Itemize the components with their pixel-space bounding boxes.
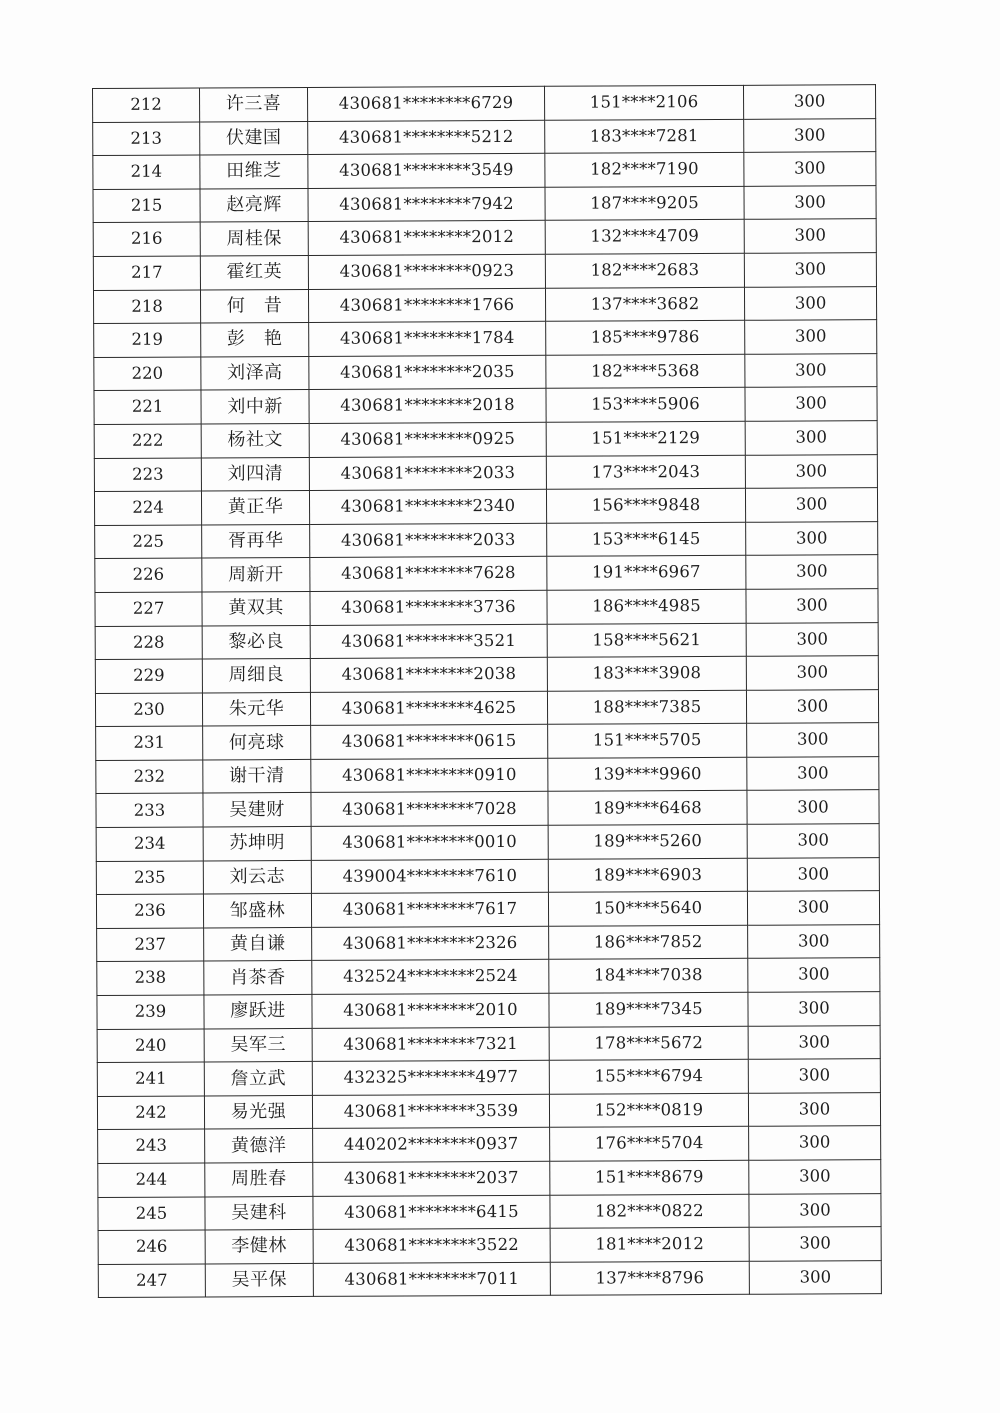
row-number-cell: 241 <box>97 1062 204 1096</box>
person-name-cell: 朱元华 <box>202 692 310 726</box>
id-number-cell: 430681********2326 <box>312 926 549 961</box>
person-name-cell: 黄正华 <box>201 491 309 525</box>
id-number-cell: 430681********2010 <box>312 993 549 1028</box>
person-name-cell: 刘中新 <box>201 390 309 424</box>
person-name-cell: 周胜春 <box>205 1162 313 1196</box>
amount-cell: 300 <box>744 152 876 186</box>
amount-cell: 300 <box>745 353 877 387</box>
id-number-cell: 430681********0615 <box>311 725 548 760</box>
person-name-cell: 周细良 <box>202 659 310 693</box>
table-row <box>95 656 878 693</box>
person-name-cell: 吴建财 <box>203 793 311 827</box>
row-number-cell: 237 <box>97 928 204 962</box>
phone-number-cell: 178****5672 <box>549 1026 748 1061</box>
id-number-cell: 430681********2038 <box>310 657 547 692</box>
table-row <box>93 118 876 155</box>
row-number-cell: 246 <box>98 1230 205 1264</box>
id-number-cell: 439004********7610 <box>311 859 548 894</box>
person-name-cell: 黎必良 <box>202 625 310 659</box>
amount-cell: 300 <box>747 857 879 891</box>
person-name-cell: 许三喜 <box>200 87 308 121</box>
amount-cell: 300 <box>745 320 877 354</box>
phone-number-cell: 151****8679 <box>550 1160 749 1195</box>
row-number-cell: 214 <box>93 155 200 189</box>
row-number-cell: 217 <box>93 256 200 290</box>
table-row <box>97 992 880 1029</box>
person-name-cell: 杨社文 <box>201 423 309 457</box>
person-name-cell: 何亮球 <box>203 726 311 760</box>
person-name-cell: 苏坤明 <box>203 827 311 861</box>
amount-cell: 300 <box>747 723 879 757</box>
id-number-cell: 430681********0910 <box>311 758 548 793</box>
person-name-cell: 吴建科 <box>205 1196 313 1230</box>
phone-number-cell: 183****3908 <box>547 656 746 691</box>
amount-cell: 300 <box>744 118 876 152</box>
person-name-cell: 黄德洋 <box>205 1129 313 1163</box>
amount-cell: 300 <box>744 185 876 219</box>
phone-number-cell: 182****7190 <box>545 153 744 188</box>
id-number-cell: 430681********7321 <box>312 1027 549 1062</box>
row-number-cell: 238 <box>97 961 204 995</box>
table-row <box>96 824 879 861</box>
table-row <box>96 757 879 794</box>
table-row <box>97 958 880 995</box>
id-number-cell: 430681********3522 <box>313 1228 550 1263</box>
table-row <box>95 689 878 726</box>
roster-table <box>92 84 882 1298</box>
amount-cell: 300 <box>744 253 876 287</box>
person-name-cell: 易光强 <box>204 1095 312 1129</box>
amount-cell: 300 <box>747 757 879 791</box>
id-number-cell: 430681********5212 <box>308 120 545 155</box>
table-row <box>93 253 876 290</box>
table-row <box>94 421 877 458</box>
amount-cell: 300 <box>749 1160 881 1194</box>
person-name-cell: 周桂保 <box>200 222 308 256</box>
id-number-cell: 430681********2033 <box>309 456 546 491</box>
row-number-cell: 224 <box>94 491 201 525</box>
row-number-cell: 215 <box>93 189 200 223</box>
table-row <box>94 353 877 390</box>
id-number-cell: 430681********1784 <box>309 321 546 356</box>
amount-cell: 300 <box>744 219 876 253</box>
table-row <box>97 1092 880 1129</box>
amount-cell: 300 <box>748 958 880 992</box>
table-row <box>96 857 879 894</box>
table-row <box>97 1059 880 1096</box>
amount-cell: 300 <box>747 790 879 824</box>
phone-number-cell: 182****2683 <box>545 253 744 288</box>
row-number-cell: 219 <box>94 323 201 357</box>
id-number-cell: 430681********7617 <box>311 893 548 928</box>
amount-cell: 300 <box>747 891 879 925</box>
amount-cell: 300 <box>746 622 878 656</box>
row-number-cell: 226 <box>95 558 202 592</box>
phone-number-cell: 152****0819 <box>549 1093 748 1128</box>
amount-cell: 300 <box>745 454 877 488</box>
table-row <box>95 521 878 558</box>
table-row <box>94 320 877 357</box>
id-number-cell: 430681********2035 <box>309 355 546 390</box>
row-number-cell: 231 <box>96 726 203 760</box>
row-number-cell: 239 <box>97 995 204 1029</box>
person-name-cell: 刘泽高 <box>201 356 309 390</box>
phone-number-cell: 156****9848 <box>546 488 745 523</box>
table-row <box>95 555 878 592</box>
amount-cell: 300 <box>746 555 878 589</box>
amount-cell: 300 <box>746 521 878 555</box>
person-name-cell: 李健林 <box>205 1230 313 1264</box>
amount-cell: 300 <box>748 1092 880 1126</box>
person-name-cell: 刘云志 <box>203 860 311 894</box>
phone-number-cell: 182****0822 <box>550 1194 749 1229</box>
phone-number-cell: 173****2043 <box>546 455 745 490</box>
person-name-cell: 谢干清 <box>203 759 311 793</box>
table-row <box>98 1260 881 1297</box>
amount-cell: 300 <box>743 85 875 119</box>
roster-table-body <box>93 85 882 1298</box>
id-number-cell: 430681********6415 <box>313 1195 550 1230</box>
row-number-cell: 220 <box>94 357 201 391</box>
phone-number-cell: 191****6967 <box>547 556 746 591</box>
person-name-cell: 刘四清 <box>201 457 309 491</box>
person-name-cell: 邹盛林 <box>203 894 311 928</box>
id-number-cell: 430681********2033 <box>310 523 547 558</box>
table-row <box>93 219 876 256</box>
table-row <box>96 790 879 827</box>
row-number-cell: 247 <box>98 1264 205 1298</box>
amount-cell: 300 <box>744 286 876 320</box>
id-number-cell: 430681********2340 <box>309 489 546 524</box>
id-number-cell: 430681********2012 <box>308 221 545 256</box>
amount-cell: 300 <box>748 925 880 959</box>
amount-cell: 300 <box>748 1059 880 1093</box>
table-row <box>98 1126 881 1163</box>
row-number-cell: 222 <box>94 424 201 458</box>
person-name-cell: 何 昔 <box>200 289 308 323</box>
phone-number-cell: 181****2012 <box>550 1227 749 1262</box>
row-number-cell: 221 <box>94 390 201 424</box>
person-name-cell: 肖茶香 <box>204 961 312 995</box>
id-number-cell: 440202********0937 <box>313 1128 550 1163</box>
row-number-cell: 213 <box>93 122 200 156</box>
table-row <box>95 622 878 659</box>
amount-cell: 300 <box>747 824 879 858</box>
id-number-cell: 432325********4977 <box>312 1060 549 1095</box>
row-number-cell: 243 <box>98 1129 205 1163</box>
id-number-cell: 430681********3549 <box>308 153 545 188</box>
id-number-cell: 430681********3539 <box>312 1094 549 1129</box>
person-name-cell: 詹立武 <box>204 1062 312 1096</box>
person-name-cell: 伏建国 <box>200 121 308 155</box>
amount-cell: 300 <box>746 689 878 723</box>
amount-cell: 300 <box>745 488 877 522</box>
row-number-cell: 225 <box>95 525 202 559</box>
amount-cell: 300 <box>746 589 878 623</box>
row-number-cell: 216 <box>93 222 200 256</box>
table-row <box>98 1160 881 1197</box>
amount-cell: 300 <box>749 1227 881 1261</box>
phone-number-cell: 186****4985 <box>547 589 746 624</box>
phone-number-cell: 151****5705 <box>548 724 747 759</box>
amount-cell: 300 <box>749 1126 881 1160</box>
id-number-cell: 430681********7011 <box>313 1262 550 1297</box>
phone-number-cell: 189****5260 <box>548 824 747 859</box>
amount-cell: 300 <box>749 1193 881 1227</box>
phone-number-cell: 151****2106 <box>544 85 743 120</box>
table-row <box>93 152 876 189</box>
table-row <box>94 454 877 491</box>
id-number-cell: 430681********2037 <box>313 1161 550 1196</box>
row-number-cell: 244 <box>98 1163 205 1197</box>
phone-number-cell: 186****7852 <box>549 925 748 960</box>
person-name-cell: 赵亮辉 <box>200 188 308 222</box>
phone-number-cell: 158****5621 <box>547 623 746 658</box>
person-name-cell: 彭 艳 <box>201 323 309 357</box>
table-row <box>98 1227 881 1264</box>
person-name-cell: 吴军三 <box>204 1028 312 1062</box>
row-number-cell: 229 <box>95 659 202 693</box>
table-row <box>96 891 879 928</box>
id-number-cell: 430681********3521 <box>310 624 547 659</box>
row-number-cell: 232 <box>96 760 203 794</box>
phone-number-cell: 189****6903 <box>548 858 747 893</box>
table-row <box>94 387 877 424</box>
table-row <box>93 185 876 222</box>
table-row <box>93 85 876 122</box>
person-name-cell: 霍红英 <box>200 255 308 289</box>
row-number-cell: 212 <box>93 88 200 122</box>
amount-cell: 300 <box>745 421 877 455</box>
amount-cell: 300 <box>746 656 878 690</box>
row-number-cell: 218 <box>93 290 200 324</box>
phone-number-cell: 189****6468 <box>548 791 747 826</box>
id-number-cell: 430681********2018 <box>309 389 546 424</box>
id-number-cell: 430681********4625 <box>310 691 547 726</box>
phone-number-cell: 132****4709 <box>545 220 744 255</box>
phone-number-cell: 176****5704 <box>550 1127 749 1162</box>
row-number-cell: 227 <box>95 592 202 626</box>
phone-number-cell: 153****6145 <box>547 522 746 557</box>
person-name-cell: 田维芝 <box>200 155 308 189</box>
id-number-cell: 430681********7628 <box>310 557 547 592</box>
table-row <box>97 925 880 962</box>
table-row <box>94 488 877 525</box>
row-number-cell: 228 <box>95 625 202 659</box>
table-row <box>96 723 879 760</box>
table-row <box>98 1193 881 1230</box>
phone-number-cell: 137****3682 <box>545 287 744 322</box>
row-number-cell: 240 <box>97 1029 204 1063</box>
row-number-cell: 235 <box>96 861 203 895</box>
person-name-cell: 周新开 <box>202 558 310 592</box>
table-row <box>93 286 876 323</box>
id-number-cell: 430681********7028 <box>311 792 548 827</box>
amount-cell: 300 <box>748 992 880 1026</box>
phone-number-cell: 183****7281 <box>545 119 744 154</box>
phone-number-cell: 187****9205 <box>545 186 744 221</box>
person-name-cell: 黄自谦 <box>204 927 312 961</box>
id-number-cell: 430681********0925 <box>309 422 546 457</box>
table-row <box>95 589 878 626</box>
phone-number-cell: 189****7345 <box>549 992 748 1027</box>
row-number-cell: 242 <box>97 1096 204 1130</box>
phone-number-cell: 188****7385 <box>547 690 746 725</box>
phone-number-cell: 139****9960 <box>548 757 747 792</box>
person-name-cell: 黄双其 <box>202 591 310 625</box>
phone-number-cell: 150****5640 <box>548 892 747 927</box>
person-name-cell: 胥再华 <box>202 524 310 558</box>
phone-number-cell: 184****7038 <box>549 959 748 994</box>
row-number-cell: 236 <box>96 894 203 928</box>
id-number-cell: 430681********6729 <box>307 86 544 121</box>
amount-cell: 300 <box>745 387 877 421</box>
id-number-cell: 430681********0923 <box>308 254 545 289</box>
phone-number-cell: 151****2129 <box>546 421 745 456</box>
amount-cell: 300 <box>748 1025 880 1059</box>
phone-number-cell: 155****6794 <box>549 1060 748 1095</box>
id-number-cell: 430681********1766 <box>308 288 545 323</box>
row-number-cell: 223 <box>94 458 201 492</box>
table-row <box>97 1025 880 1062</box>
phone-number-cell: 153****5906 <box>546 388 745 423</box>
row-number-cell: 245 <box>98 1197 205 1231</box>
id-number-cell: 430681********7942 <box>308 187 545 222</box>
row-number-cell: 234 <box>96 827 203 861</box>
id-number-cell: 430681********0010 <box>311 825 548 860</box>
row-number-cell: 233 <box>96 793 203 827</box>
phone-number-cell: 185****9786 <box>546 320 745 355</box>
person-name-cell: 廖跃进 <box>204 994 312 1028</box>
id-number-cell: 430681********3736 <box>310 590 547 625</box>
id-number-cell: 432524********2524 <box>312 960 549 995</box>
amount-cell: 300 <box>749 1260 881 1294</box>
phone-number-cell: 182****5368 <box>546 354 745 389</box>
phone-number-cell: 137****8796 <box>550 1261 749 1296</box>
person-name-cell: 吴平保 <box>205 1263 313 1297</box>
row-number-cell: 230 <box>95 693 202 727</box>
